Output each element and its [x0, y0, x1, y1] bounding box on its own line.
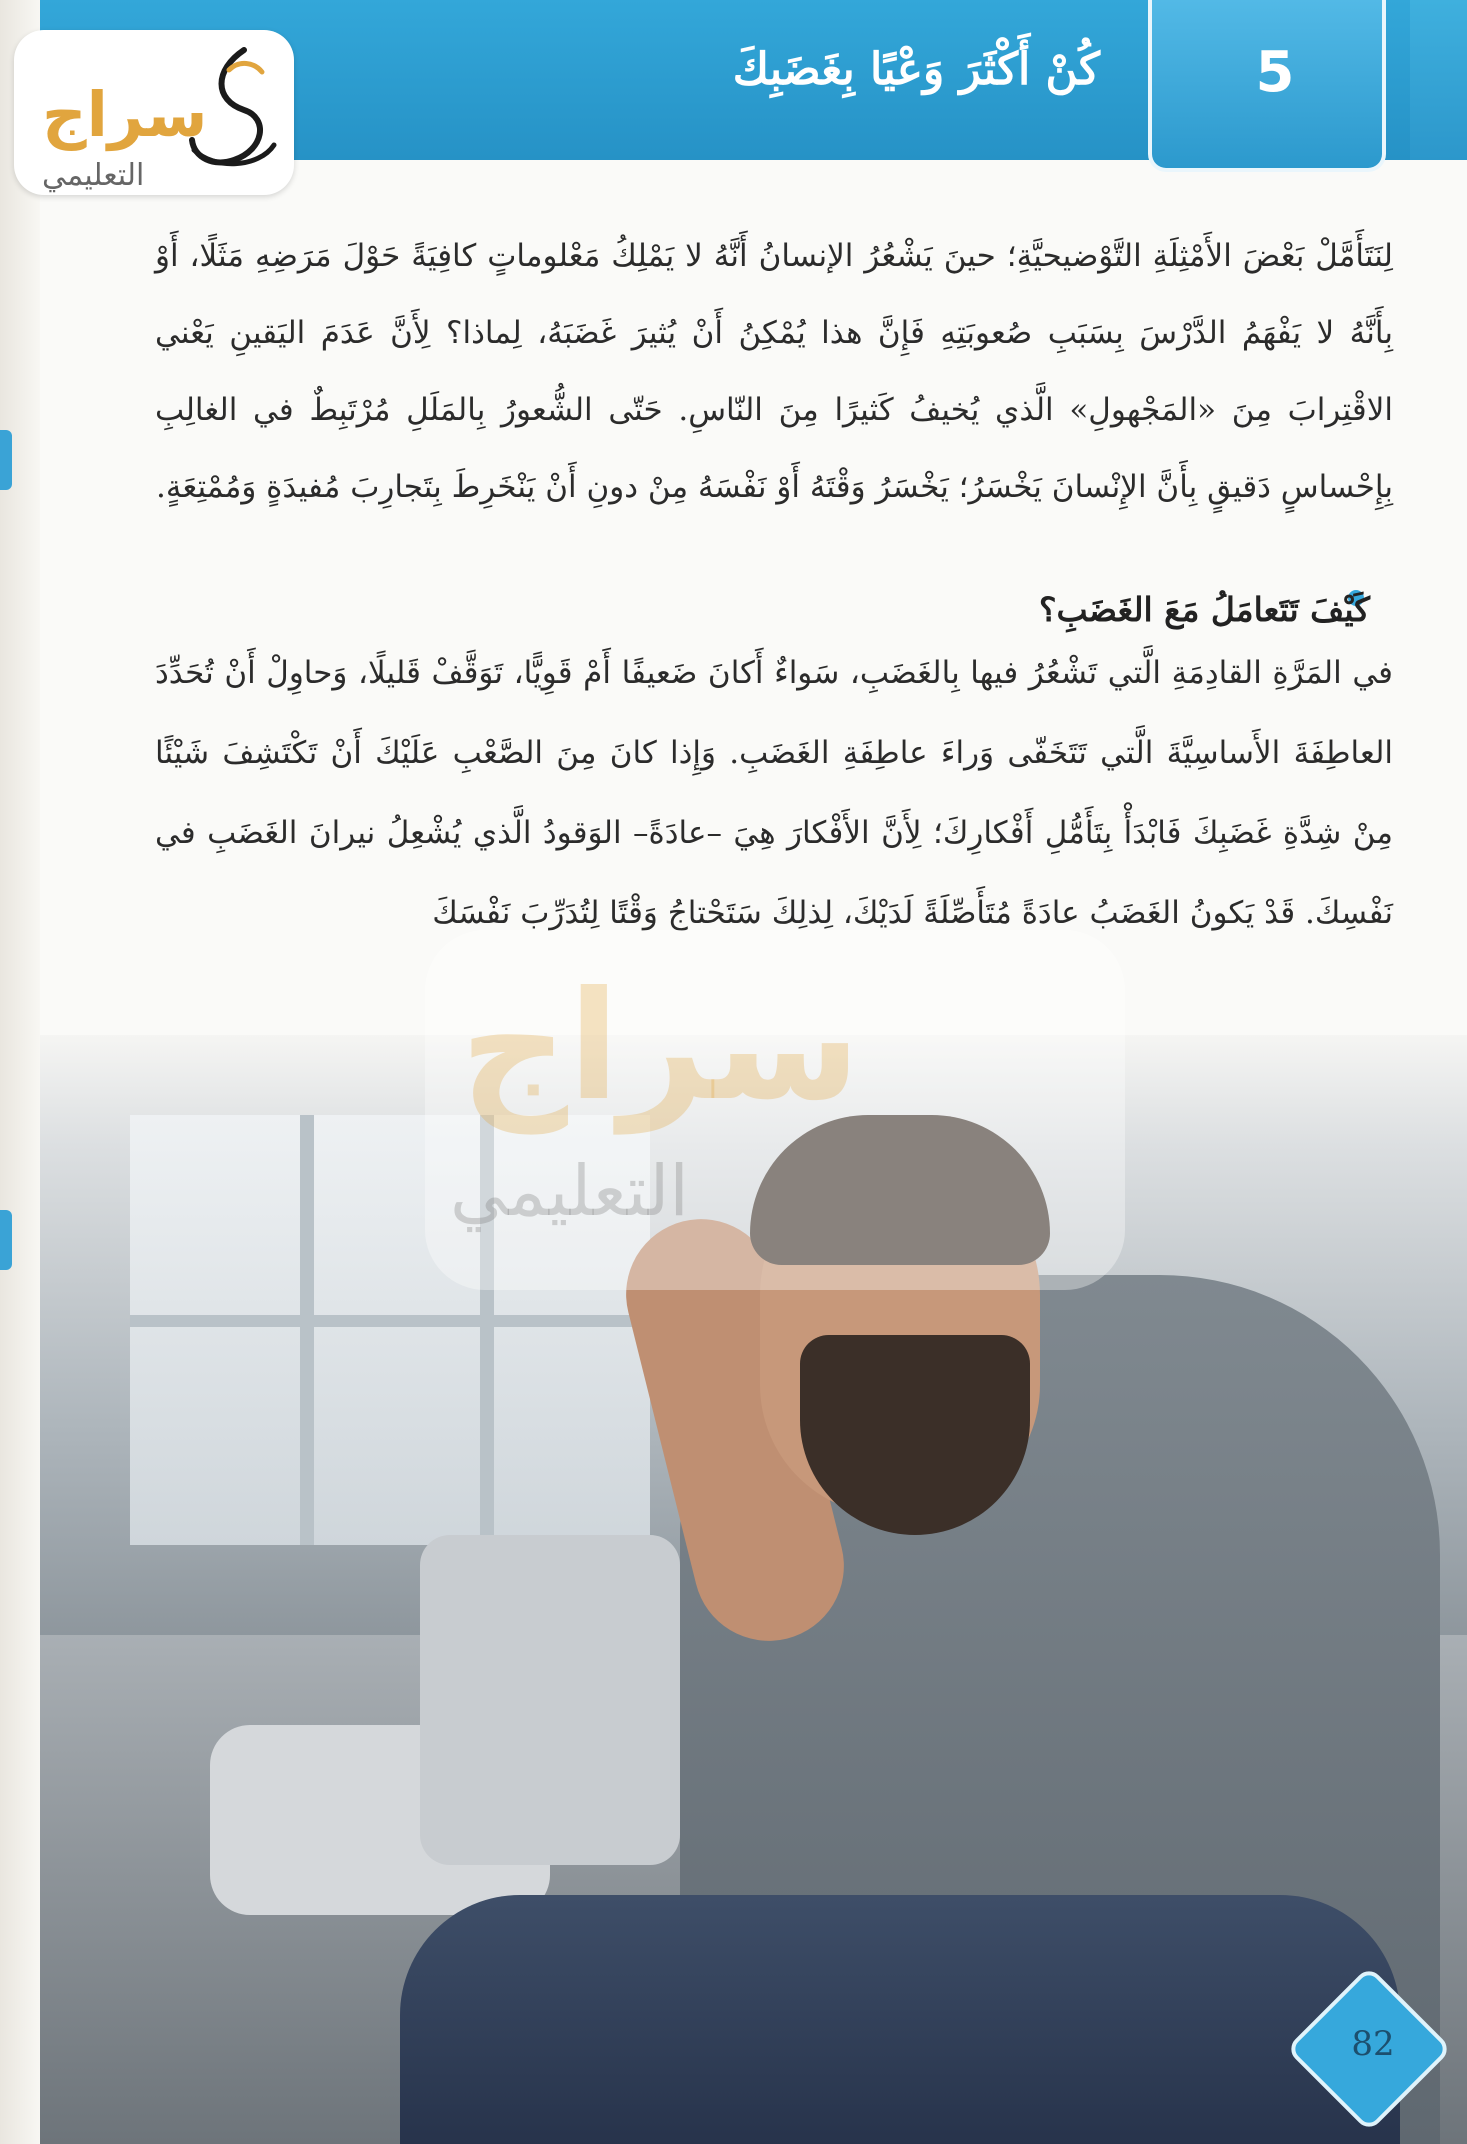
spine-tab — [0, 1210, 12, 1270]
person-jeans — [400, 1895, 1400, 2144]
page-number: 82 — [1351, 2024, 1395, 2064]
watermark-logo: سراج — [460, 960, 861, 1134]
watermark-subtitle: التعليمي — [450, 1150, 689, 1232]
logo-badge — [14, 30, 294, 195]
paragraph-1: لِنَتَأَمَّلْ بَعْضَ الأَمْثِلَةِ التَّوْضيحيَّةِ؛ حينَ يَشْعُرُ الإنسانُ أَنَّهُ لا يَمْلِكُ مَعْلوماتٍ كافِيَةً حَوْلَ مَرَضِهِ مَثَلًا، أَوْ بِأَنَّهُ لا يَفْهَمُ الدَّرْسَ بِسَبَبِ صُعوبَتِهِ فَإِنَّ هذا يُمْكِنُ أَنْ يُثيرَ غَضَبَهُ، لِماذا؟ لِأَنَّ عَدَمَ اليَقينِ يَعْني الاقْتِرابَ مِنَ «المَجْهولِ» الَّذي يُخيفُ كَثيرًا مِنَ النّاسِ. حَتّى الشُّعورُ بِالمَلَلِ مُرْتَبِطٌ في الغالِبِ بِإِحْساسٍ دَقيقٍ بِأَنَّ الإِنْسانَ يَخْسَرُ؛ يَخْسَرُ وَقْتَهُ أَوْ نَفْسَهُ مِنْ دونِ أَنْ يَنْخَرِطَ بِتَجارِبَ مُفيدَةٍ وَمُمْتِعَةٍ. — [155, 238, 1393, 505]
sofa-arm — [420, 1535, 680, 1865]
unit-title: كُنْ أَكْثَرَ وَعْيًا بِغَضَبِكَ — [732, 44, 1100, 95]
logo-subtitle: التعليمي — [42, 158, 145, 193]
spine-tab — [0, 430, 12, 490]
page — [40, 0, 1467, 2144]
chapter-number: 5 — [1255, 40, 1295, 105]
section-heading: كَيْفَ تَتَعامَلُ مَعَ الغَضَبِ؟ — [1039, 590, 1370, 629]
side-strip — [1410, 0, 1467, 160]
paragraph-2: في المَرَّةِ القادِمَةِ الَّتي تَشْعُرُ فيها بِالغَضَبِ، سَواءٌ أَكانَ ضَعيفًا أَمْ قَوِيًّا، تَوَقَّفْ قَليلًا، وَحاوِلْ أَنْ تُحَدِّدَ العاطِفَةَ الأَساسِيَّةَ الَّتي تَتَخَفّى وَراءَ عاطِفَةِ الغَضَبِ. وَإِذا كانَ مِنَ الصَّعْبِ عَلَيْكَ أَنْ تَكْتَشِفَ شَيْئًا مِنْ شِدَّةِ غَضَبِكَ فَابْدَأْ بِتَأَمُّلِ أَفْكارِكَ؛ لِأَنَّ الأَفْكارَ هِيَ –عادَةً– الوَقودُ الَّذي يُشْعِلُ نيرانَ الغَضَبِ في نَفْسِكَ. قَدْ يَكونُ الغَضَبُ عادَةً مُتَأَصِّلَةً لَدَيْكَ، لِذلِكَ سَتَحْتاجُ وَقْتًا لِتُدَرِّبَ نَفْسَكَ — [155, 655, 1393, 931]
book-spine — [0, 0, 40, 2144]
logo-word: سراج — [42, 78, 208, 151]
window-frame — [300, 1115, 314, 1545]
window-frame — [130, 1315, 650, 1327]
